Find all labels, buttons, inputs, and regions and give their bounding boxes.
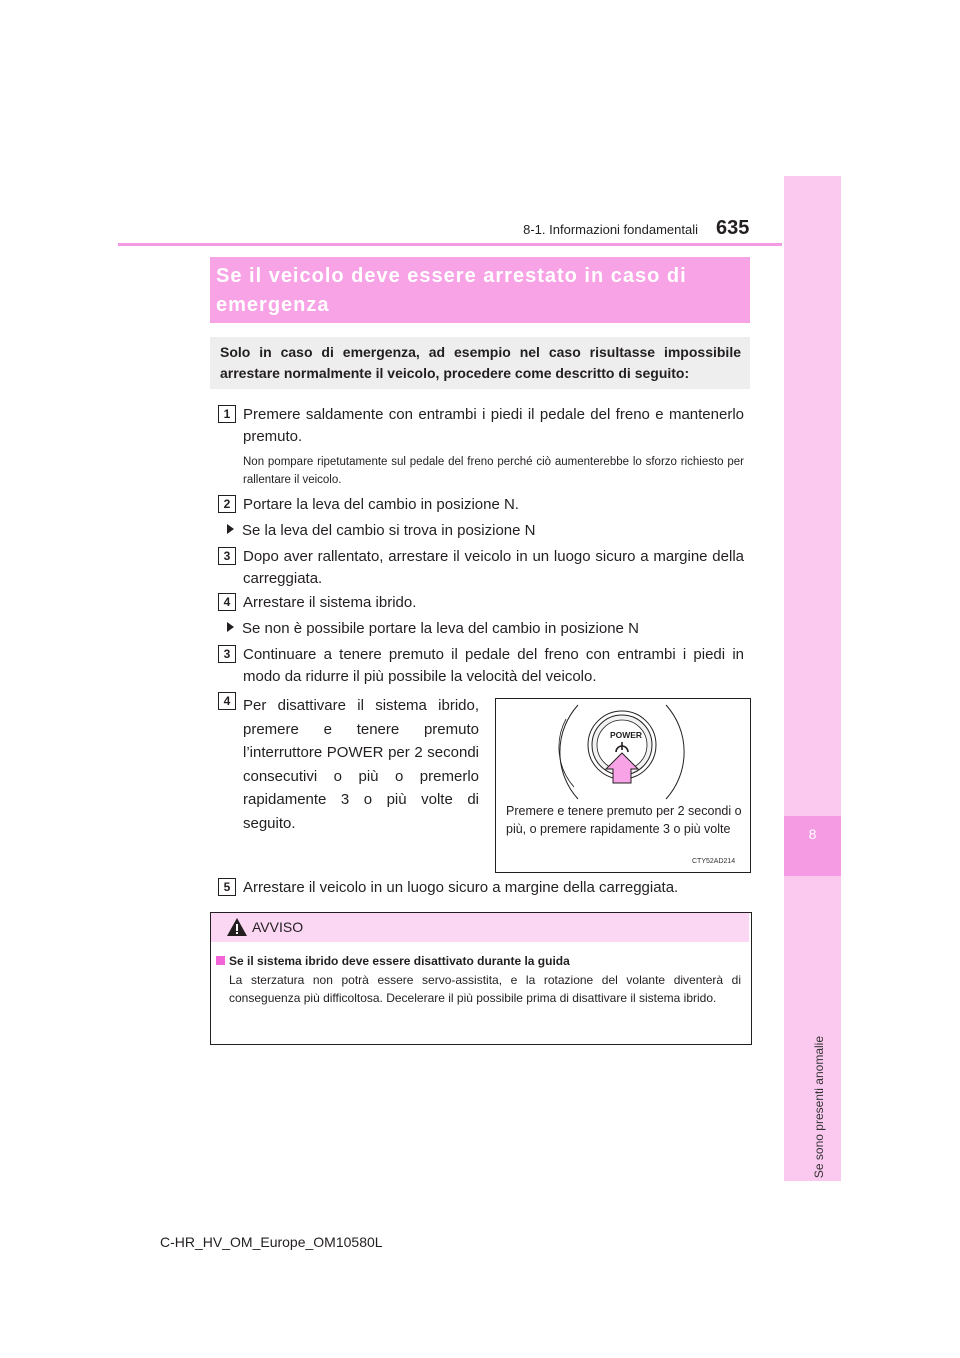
side-tab [784,176,841,1181]
step-number: 5 [218,878,236,896]
square-bullet-icon [216,956,225,965]
footer-doc-id: C-HR_HV_OM_Europe_OM10580L [160,1234,383,1250]
chapter-label: Se sono presenti anomalie [812,1036,826,1179]
step-number: 1 [218,405,236,423]
figure-code: CTY52AD214 [692,858,736,865]
page-number: 635 [716,217,750,239]
branch-text: Se la leva del cambio si trova in posizione N [242,522,536,539]
step-number: 2 [218,495,236,513]
branch-condition [227,520,742,542]
step-note: Non pompare ripetutamente sul pedale del freno perché ciò aumenterebbe lo sforzo richiesto per rallentare il veicolo. [243,456,744,486]
triangle-bullet-icon [227,622,234,632]
intro-text: Solo in caso di emergenza, ad esempio nel caso risultasse impossibile arrestare normalmente il veicolo, procedere come descritto di seguito: [220,344,741,381]
warning-text: La sterzatura non potrà essere servo-assistita, e la rotazione del volante diventerà di conseguenza più difficoltosa. Decelerare il più possibile prima di disattivare il sistema ibrido. [229,973,741,1005]
step-number: 3 [218,645,236,663]
step-text: Arrestare il sistema ibrido. [243,594,417,611]
step-text: Arrestare il veicolo in un luogo sicuro a margine della carreggiata. [243,879,679,896]
figure-caption: Premere e tenere premuto per 2 secondi o più, o premere rapidamente 3 o più volte [506,804,742,836]
step-text: Portare la leva del cambio in posizione N. [243,496,519,513]
step-number: 3 [218,547,236,565]
triangle-bullet-icon [227,524,234,534]
warning-title: Se il sistema ibrido deve essere disattivato durante la guida [229,954,570,968]
step-text: Continuare a tenere premuto il pedale del freno con entrambi i piedi in modo da ridurre il più possibile la velocità del veicolo. [243,646,744,685]
step-number: 4 [218,593,236,611]
step-text: Dopo aver rallentato, arrestare il veicolo in un luogo sicuro a margine della carreggiata. [243,548,744,587]
branch-condition [227,618,742,640]
page-title: Se il veicolo deve essere arrestato in caso di emergenza [216,265,687,316]
chapter-number-box [784,816,841,876]
branch-text: Se non è possibile portare la leva del cambio in posizione N [242,620,639,637]
power-button-illustration [496,699,748,809]
section-title: 8-1. Informazioni fondamentali [523,222,698,237]
step-text: Premere saldamente con entrambi i piedi il pedale del freno e mantenerlo premuto. [243,406,744,445]
header-rule [118,243,782,246]
warning-label: AVVISO [252,919,304,935]
step-text: Per disattivare il sistema ibrido, premere e tenere premuto l’interruttore POWER per 2 secondi consecutivi o più o premerlo rapidamente 3 o più volte di seguito. [243,697,479,832]
warning-triangle-icon [226,917,248,937]
power-button-label: POWER [609,730,643,740]
chapter-number: 8 [808,826,817,842]
step-number: 4 [218,692,236,710]
